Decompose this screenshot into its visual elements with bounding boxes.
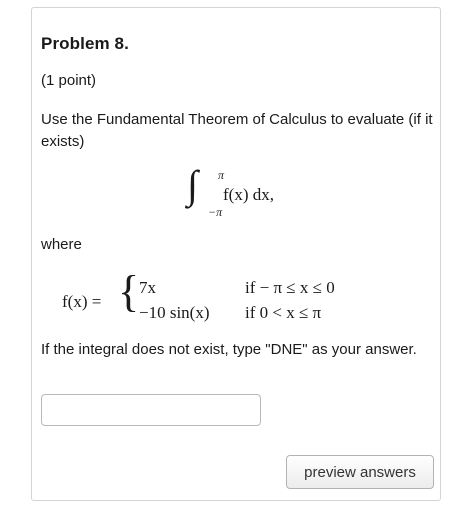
preview-answers-button[interactable]: preview answers [286, 455, 434, 489]
problem-title: Problem 8. [41, 34, 129, 53]
problem-card [31, 7, 441, 501]
where-label: where [41, 236, 82, 253]
integral-upper-limit: π [218, 168, 225, 182]
problem-points: (1 point) [41, 72, 97, 89]
piecewise-case-condition: if 0 < x ≤ π [245, 303, 322, 322]
piecewise-lhs: f(x) = [62, 292, 102, 311]
problem-instruction: Use the Fundamental Theorem of Calculus to evaluate (if it exists) [41, 111, 433, 150]
integral-lower-limit: −π [208, 205, 223, 219]
integrand: f(x) dx, [223, 185, 274, 204]
integral-sign: ∫ [187, 162, 198, 207]
piecewise-case-expression: −10 sin(x) [139, 303, 210, 322]
answer-input[interactable] [41, 394, 261, 426]
piecewise-brace: { [118, 267, 140, 316]
dne-note: If the integral does not exist, type "DNE" as your answer. [41, 341, 417, 358]
piecewise-case-expression: 7x [139, 278, 156, 297]
piecewise-case-condition: if − π ≤ x ≤ 0 [245, 278, 335, 297]
